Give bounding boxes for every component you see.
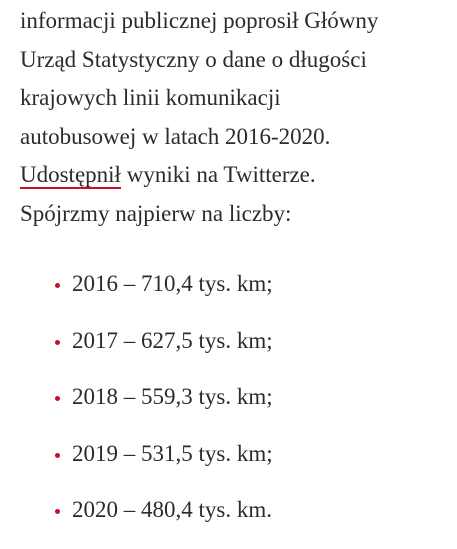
statistics-list [20,268,273,549]
list-item-text: 2020 – 480,4 tys. km. [72,497,272,522]
bullet-icon [55,283,60,288]
paragraph-line: autobusowej w latach 2016-2020. [20,123,331,149]
paragraph-line: Urząd Statystyczny o dane o długości [20,46,367,72]
list-item [20,325,273,357]
list-item [20,438,273,470]
list-item-text: 2016 – 710,4 tys. km; [72,271,273,296]
paragraph-line: krajowych linii komunikacji [20,85,281,110]
paragraph-line [20,156,449,195]
intro-paragraph [20,0,449,233]
list-item [20,381,273,413]
list-item-text: 2019 – 531,5 tys. km; [72,440,273,466]
paragraph-line: informacji publicznej poprosił Główny [20,8,379,33]
list-item-text: 2017 – 627,5 tys. km; [72,327,273,353]
paragraph-line: Spójrzmy najpierw na liczby: [20,200,292,226]
list-item [20,494,273,526]
bullet-icon [55,453,60,458]
list-item-text: 2018 – 559,3 tys. km; [72,384,273,409]
bullet-icon [55,396,60,401]
bullet-icon [55,340,60,345]
list-item [20,268,273,300]
paragraph-text: wyniki na Twitterze. [120,162,316,187]
bullet-icon [55,509,60,514]
udostepnil-link[interactable]: Udostępnił [20,162,121,187]
